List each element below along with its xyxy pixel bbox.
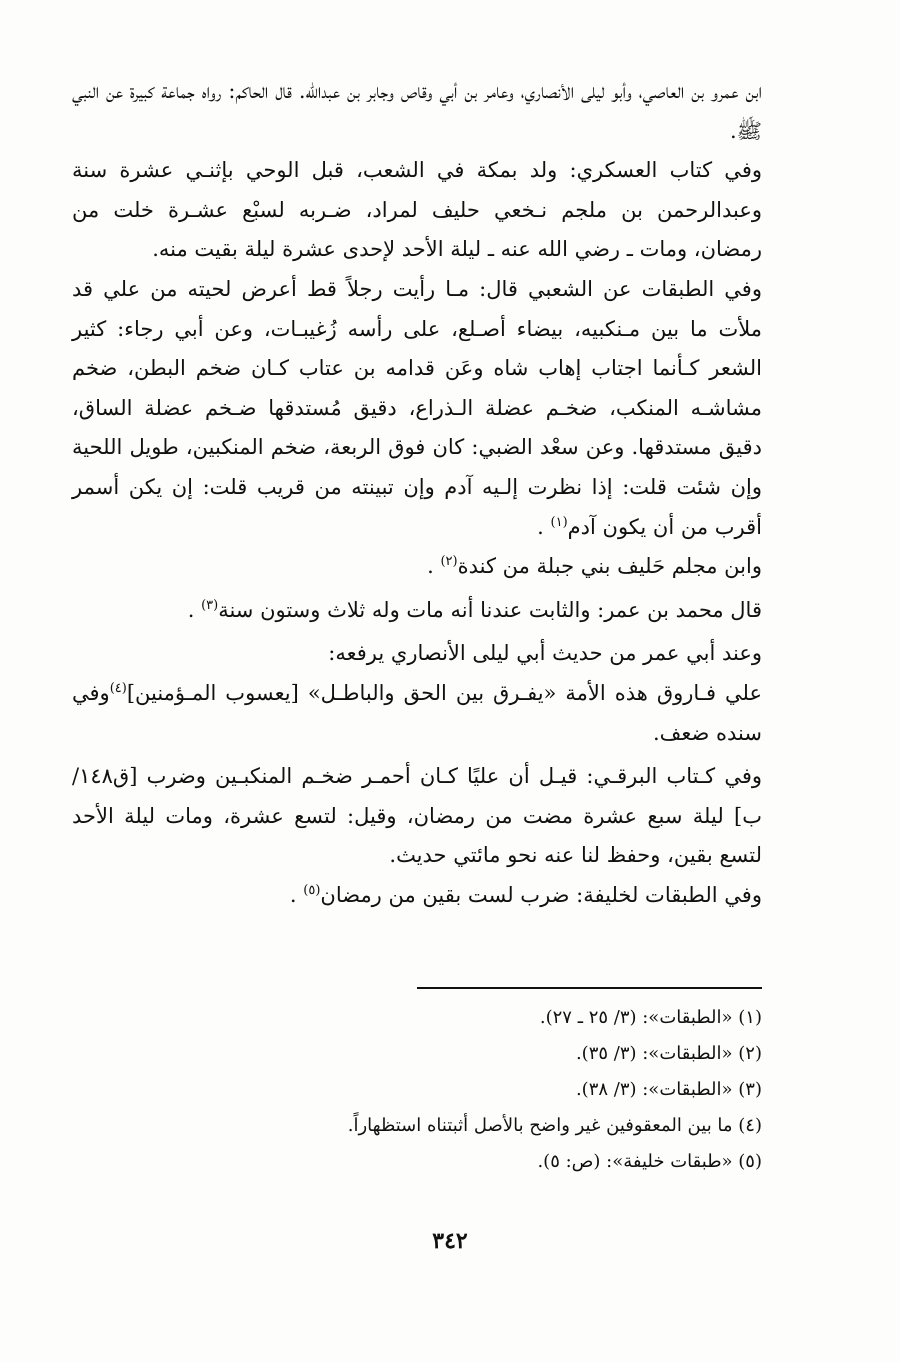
paragraph	[72, 674, 762, 753]
footnote-marker: (١)	[550, 514, 568, 530]
footnote: (٣) «الطبقات»: (٣/ ٣٨).	[575, 1079, 762, 1100]
paragraph: قال محمد بن عمر: والثابت عندنا أنه مات وله ثلاث وستون سنة$^{(٣)}$ .	[187, 597, 762, 622]
footnotes	[72, 1000, 762, 1180]
paragraph-text: وابن مجلم حَليف بني جبلة من كندة	[457, 554, 762, 579]
footnote: (٤) ما بين المعقوفين غير واضح بالأصل أثبتناه استظهاراً.	[347, 1115, 762, 1136]
paragraph-text: وعند أبي عمر من حديث أبي ليلى الأنصاري يرفعه:	[328, 641, 762, 666]
paragraph-text: وفي كتاب العسكري: ولد بمكة في الشعب، قبل الوحي بإثنـي عشرة سنة وعبدالرحمن بن ملجم نـخعي حليف لمراد، ضـربه لسبْع عشـرة خلت من رمضان، ومات ـ رضي الله عنه ـ ليلة الأحد لإحدى عشرة ليلة بقيت منه.	[72, 158, 762, 262]
paragraph-text: قال محمد بن عمر: والثابت عندنا أنه مات وله ثلاث وستون سنة	[218, 597, 762, 622]
footnote: (١) «الطبقات»: (٣/ ٢٥ ـ ٢٧).	[539, 1007, 762, 1028]
paragraph-text: وفي الطبقات لخليفة: ضرب لست بقين من رمضان	[320, 882, 762, 907]
paragraph	[72, 151, 762, 270]
footnote-marker: (٤)	[109, 680, 127, 696]
footnote: (٢) «الطبقات»: (٣/ ٣٥).	[575, 1043, 762, 1064]
page-number: ٣٤٢	[432, 1228, 468, 1254]
paragraph: وفي الطبقات لخليفة: ضرب لست بقين من رمضان$^{(٥)}$ .	[289, 882, 762, 907]
main-text	[72, 72, 762, 915]
footnote-marker: (٣)	[201, 597, 219, 613]
footnote-separator	[417, 987, 762, 989]
paragraph	[72, 634, 762, 674]
paragraph	[72, 757, 762, 876]
paragraph: وابن مجلم حَليف بني جبلة من كندة$^{(٢)}$ .	[427, 554, 762, 579]
paragraph-text: وفي سنده ضعف.	[72, 680, 762, 745]
footnote-marker: (٢)	[440, 554, 458, 570]
footnote: (٥) «طبقات خليفة»: (ص: ٥).	[537, 1151, 762, 1172]
footnote-marker: (٥)	[303, 882, 321, 898]
paragraph	[72, 72, 762, 151]
paragraph-text: ابن عمرو بن العاصي، وأبو ليلى الأنصاري، وعامر بن أبي وقاص وجابر بن عبدالله. قال الحاكم: رواه جماعة كبيرة عن النبي ﷺ.	[72, 79, 762, 143]
paragraph: وفي الطبقات عن الشعبي قال: مـا رأيت رجلاً قط أعرض لحيته من علي قد ملأت ما بين مـنكبيه، بيضاء أصـلع، على رأسه زُغيبـات، وعن أبي رجاء: كثير الشعر كـأنما اجتاب إهاب شاه وعَن قدامه بن عتاب كـان ضخم البطن، ضخم مشاشـه المنكب، ضخـم عضلة الـذراع، دقيق مُستدقها ضـخم عضلة الساق، دقيق مستدقها. وعن سعْد الضبي: كان فوق الربعة، ضخم المنكبين، طويل اللحية وإن شئت قلت: إذا نظرت إلـيه آدم وإن تبينته من قريب قلت: إن يكن أسمر أقرب من أن يكون آدم$^{(١)}$ .	[72, 276, 762, 539]
paragraph-text: وفي كـتاب البرقـي: قيـل أن عليًا كـان أحمـر ضخـم المنكبـين وضرب [ق١٤٨/ب] ليلة سبع عشرة مضت من رمضان، وقيل: لتسع عشرة، ومات ليلة الأحد لتسع بقين، وحفظ لنا عنه نحو مائتي حديث.	[72, 764, 762, 868]
paragraph-text: علي فـاروق هذه الأمة «يفـرق بين الحق والباطـل» [يعسوب المـؤمنين]	[126, 680, 762, 705]
paragraph-text: وفي الطبقات عن الشعبي قال: مـا رأيت رجلاً قط أعرض لحيته من علي قد ملأت ما بين مـنكبيه، بيضاء أصـلع، على رأسه زُغيبـات، وعن أبي رجاء: كثير الشعر كـأنما اجتاب إهاب شاه وعَن قدامه بن عتاب كـان ضخم البطن، ضخم مشاشـه المنكب، ضخـم عضلة الـذراع، دقيق مُستدقها ضـخم عضلة الساق، دقيق مستدقها. وعن سعْد الضبي: كان فوق الربعة، ضخم المنكبين، طويل اللحية وإن شئت قلت: إذا نظرت إلـيه آدم وإن تبينته من قريب قلت: إن يكن أسمر أقرب من أن يكون آدم	[72, 276, 762, 539]
